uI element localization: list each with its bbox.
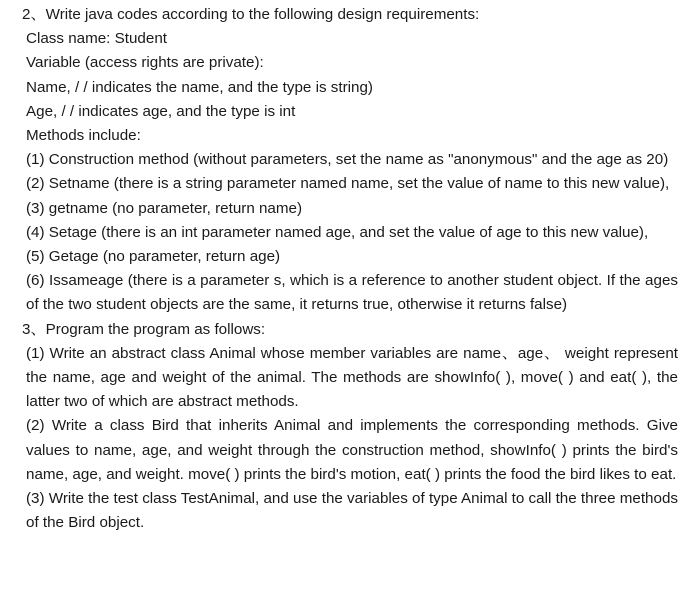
methods-heading: Methods include: <box>26 127 141 145</box>
question-3-item-2: (2) Write a class Bird that inherits Animal and implements the corresponding methods. Give values to name, age, and weight through the construction method, showInfo( ) prints the bird's name, age, and weight. move( ) prints the bird's motion, eat( ) prints the food the bird likes to eat. <box>26 417 678 483</box>
variable-age-line: Age, / / indicates age, and the type is int <box>26 102 296 120</box>
question-2-title: 2、Write java codes according to the following design requirements: <box>22 6 480 23</box>
method-3-line: (3) getname (no parameter, return name) <box>26 199 303 217</box>
question-3-item-1: (1) Write an abstract class Animal whose member variables are name、age、 weight represent the name, age and weight of the animal. The methods are showInfo( ), move( ) and eat( ), the latter two of which are abstract methods. <box>26 344 678 411</box>
variable-name-line: Name, / / indicates the name, and the type is string) <box>26 78 373 96</box>
method-4-line: (4) Setage (there is an int parameter named age, and set the value of age to this new value), <box>26 223 649 241</box>
method-1-paragraph: (1) Construction method (without parameters, set the name as "anonymous" and the age as 20) <box>26 151 669 169</box>
method-5-line: (5) Getage (no parameter, return age) <box>26 248 281 266</box>
class-name-line: Class name: Student <box>26 30 167 48</box>
question-3-item-3: (3) Write the test class TestAnimal, and use the variables of type Animal to call the three methods of the Bird object. <box>26 490 678 532</box>
method-2-line: (2) Setname (there is a string parameter named name, set the value of name to this new value), <box>26 175 670 193</box>
variables-heading: Variable (access rights are private): <box>26 54 264 72</box>
question-3-title: 3、Program the program as follows: <box>22 320 266 338</box>
method-6-paragraph: (6) Issameage (there is a parameter s, which is a reference to another student object. If the ages of the two student objects are the same, it returns true, otherwise it returns false) <box>26 272 678 314</box>
